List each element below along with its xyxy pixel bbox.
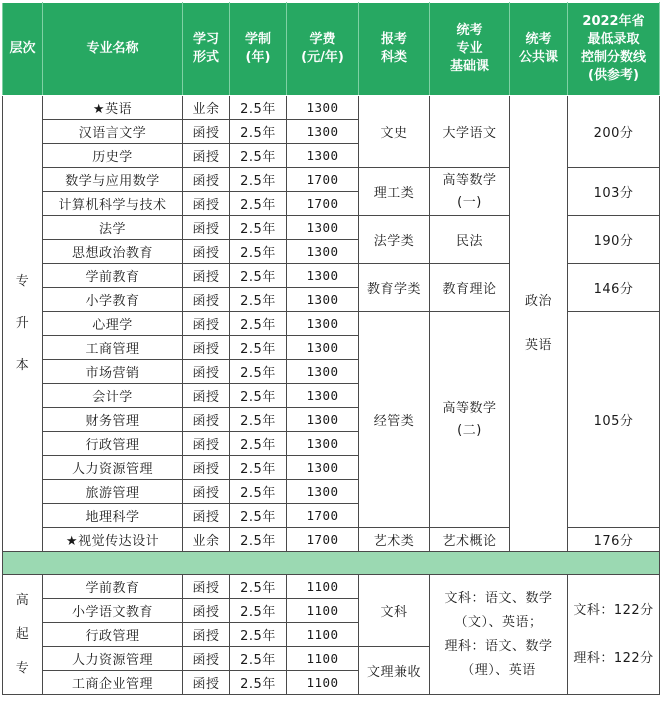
separator-band — [3, 552, 660, 575]
form-cell: 函授 — [183, 264, 230, 288]
section-separator — [3, 552, 660, 575]
fee-cell: 1100 — [287, 623, 359, 647]
form-cell: 函授 — [183, 480, 230, 504]
fee-cell: 1300 — [287, 144, 359, 168]
category-cell: 经管类 — [359, 312, 430, 528]
header-years: 学制 (年) — [230, 3, 287, 96]
years-cell: 2.5年 — [230, 264, 287, 288]
years-cell: 2.5年 — [230, 120, 287, 144]
years-cell: 2.5年 — [230, 96, 287, 120]
basic-course-cell: 教育理论 — [430, 264, 510, 312]
fee-cell: 1100 — [287, 575, 359, 599]
table-row — [3, 575, 660, 599]
header-public-course: 统考 公共课 — [510, 3, 568, 96]
form-cell: 函授 — [183, 671, 230, 695]
years-cell: 2.5年 — [230, 288, 287, 312]
major-cell: 历史学 — [43, 144, 183, 168]
category-cell: 文史 — [359, 96, 430, 168]
basic-course-cell: 高等数学 (一) — [430, 168, 510, 216]
form-cell: 函授 — [183, 599, 230, 623]
form-cell: 业余 — [183, 96, 230, 120]
fee-cell: 1100 — [287, 671, 359, 695]
fee-cell: 1300 — [287, 96, 359, 120]
major-cell: 旅游管理 — [43, 480, 183, 504]
header-row — [3, 3, 660, 96]
score-cell: 146分 — [568, 264, 660, 312]
fee-cell: 1300 — [287, 360, 359, 384]
major-cell: 思想政治教育 — [43, 240, 183, 264]
years-cell: 2.5年 — [230, 360, 287, 384]
major-cell: 市场营销 — [43, 360, 183, 384]
header-score: 2022年省 最低录取 控制分数线 (供参考) — [568, 3, 660, 96]
public-course-cell: 政治 英语 — [510, 96, 568, 552]
major-cell: 数学与应用数学 — [43, 168, 183, 192]
major-cell: 汉语言文学 — [43, 120, 183, 144]
score-cell: 文科：122分 理科：122分 — [568, 575, 660, 695]
major-cell: 工商企业管理 — [43, 671, 183, 695]
level-cell-gqz: 高 起 专 — [3, 575, 43, 695]
form-cell: 函授 — [183, 647, 230, 671]
major-cell: 行政管理 — [43, 623, 183, 647]
header-category: 报考 科类 — [359, 3, 430, 96]
form-cell: 函授 — [183, 288, 230, 312]
basic-course-cell: 民法 — [430, 216, 510, 264]
basic-course-cell: 高等数学 (二) — [430, 312, 510, 528]
years-cell: 2.5年 — [230, 336, 287, 360]
major-cell: 学前教育 — [43, 264, 183, 288]
form-cell: 函授 — [183, 408, 230, 432]
major-cell: 工商管理 — [43, 336, 183, 360]
score-cell: 190分 — [568, 216, 660, 264]
category-cell: 教育学类 — [359, 264, 430, 312]
form-cell: 函授 — [183, 623, 230, 647]
form-cell: 函授 — [183, 312, 230, 336]
years-cell: 2.5年 — [230, 599, 287, 623]
form-cell: 函授 — [183, 120, 230, 144]
form-cell: 函授 — [183, 216, 230, 240]
years-cell: 2.5年 — [230, 671, 287, 695]
major-cell: 小学教育 — [43, 288, 183, 312]
major-cell: 小学语文教育 — [43, 599, 183, 623]
form-cell: 函授 — [183, 336, 230, 360]
form-cell: 函授 — [183, 168, 230, 192]
years-cell: 2.5年 — [230, 575, 287, 599]
major-cell: 地理科学 — [43, 504, 183, 528]
score-cell: 105分 — [568, 312, 660, 528]
category-cell: 文科 — [359, 575, 430, 647]
fee-cell: 1700 — [287, 192, 359, 216]
major-cell: 法学 — [43, 216, 183, 240]
form-cell: 函授 — [183, 575, 230, 599]
fee-cell: 1300 — [287, 288, 359, 312]
major-cell: 心理学 — [43, 312, 183, 336]
major-cell: ★视觉传达设计 — [43, 528, 183, 552]
years-cell: 2.5年 — [230, 480, 287, 504]
years-cell: 2.5年 — [230, 528, 287, 552]
category-cell: 文理兼收 — [359, 647, 430, 695]
fee-cell: 1300 — [287, 408, 359, 432]
years-cell: 2.5年 — [230, 623, 287, 647]
form-cell: 函授 — [183, 432, 230, 456]
header-level: 层次 — [3, 3, 43, 96]
fee-cell: 1300 — [287, 456, 359, 480]
major-cell: 财务管理 — [43, 408, 183, 432]
years-cell: 2.5年 — [230, 240, 287, 264]
years-cell: 2.5年 — [230, 168, 287, 192]
fee-cell: 1700 — [287, 168, 359, 192]
fee-cell: 1300 — [287, 384, 359, 408]
header-fee: 学费 (元/年) — [287, 3, 359, 96]
admission-table — [2, 2, 660, 695]
years-cell: 2.5年 — [230, 408, 287, 432]
score-cell: 200分 — [568, 96, 660, 168]
fee-cell: 1300 — [287, 480, 359, 504]
major-cell: 人力资源管理 — [43, 456, 183, 480]
admission-table-page — [0, 2, 661, 706]
basic-course-cell: 大学语文 — [430, 96, 510, 168]
fee-cell: 1100 — [287, 647, 359, 671]
years-cell: 2.5年 — [230, 216, 287, 240]
form-cell: 函授 — [183, 504, 230, 528]
fee-cell: 1300 — [287, 336, 359, 360]
form-cell: 函授 — [183, 144, 230, 168]
table-row — [3, 96, 660, 120]
years-cell: 2.5年 — [230, 384, 287, 408]
fee-cell: 1300 — [287, 264, 359, 288]
category-cell: 艺术类 — [359, 528, 430, 552]
years-cell: 2.5年 — [230, 192, 287, 216]
level-cell-zsb: 专 升 本 — [3, 96, 43, 552]
major-cell: 计算机科学与技术 — [43, 192, 183, 216]
major-cell: 行政管理 — [43, 432, 183, 456]
form-cell: 函授 — [183, 192, 230, 216]
header-form: 学习 形式 — [183, 3, 230, 96]
fee-cell: 1700 — [287, 528, 359, 552]
years-cell: 2.5年 — [230, 456, 287, 480]
major-cell: 人力资源管理 — [43, 647, 183, 671]
fee-cell: 1100 — [287, 599, 359, 623]
form-cell: 函授 — [183, 456, 230, 480]
fee-cell: 1300 — [287, 312, 359, 336]
years-cell: 2.5年 — [230, 432, 287, 456]
major-cell: 学前教育 — [43, 575, 183, 599]
fee-cell: 1300 — [287, 216, 359, 240]
exam-courses-cell: 文科：语文、数学 （文）、英语； 理科：语文、数学 （理）、英语 — [430, 575, 568, 695]
form-cell: 函授 — [183, 384, 230, 408]
category-cell: 理工类 — [359, 168, 430, 216]
years-cell: 2.5年 — [230, 144, 287, 168]
header-major: 专业名称 — [43, 3, 183, 96]
years-cell: 2.5年 — [230, 504, 287, 528]
score-cell: 176分 — [568, 528, 660, 552]
fee-cell: 1700 — [287, 504, 359, 528]
fee-cell: 1300 — [287, 120, 359, 144]
fee-cell: 1300 — [287, 432, 359, 456]
years-cell: 2.5年 — [230, 647, 287, 671]
header-basic-course: 统考 专业 基础课 — [430, 3, 510, 96]
years-cell: 2.5年 — [230, 312, 287, 336]
form-cell: 业余 — [183, 528, 230, 552]
fee-cell: 1300 — [287, 240, 359, 264]
major-cell: 会计学 — [43, 384, 183, 408]
score-cell: 103分 — [568, 168, 660, 216]
basic-course-cell: 艺术概论 — [430, 528, 510, 552]
category-cell: 法学类 — [359, 216, 430, 264]
major-cell: ★英语 — [43, 96, 183, 120]
form-cell: 函授 — [183, 360, 230, 384]
form-cell: 函授 — [183, 240, 230, 264]
